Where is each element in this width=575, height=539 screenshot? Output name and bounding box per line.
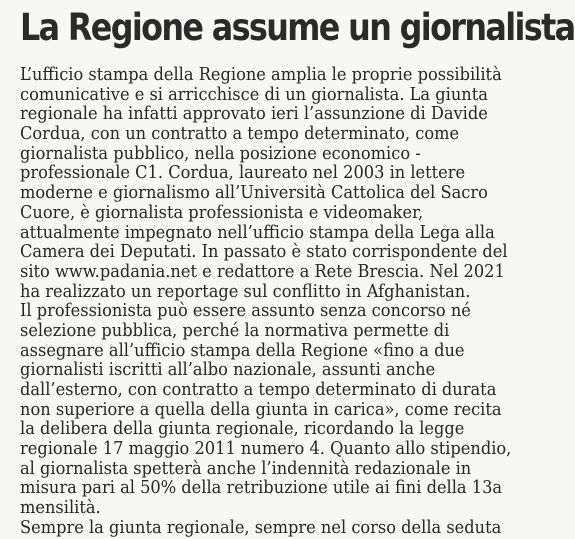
article-body [20, 66, 550, 539]
article-line: professionale C1. Cordua, laureato nel 2003 in lettere [20, 163, 466, 184]
article-line: non superiore a quella della giunta in carica», come recita [20, 399, 502, 420]
article-line: moderne e giornalismo all’Università Cattolica del Sacro [20, 183, 488, 204]
article-line: sito www.padania.net e redattore a Rete Brescia. Nel 2021 [20, 261, 505, 282]
article-line: Il professionista può essere assunto senza concorso né [20, 301, 471, 322]
article-line: assegnare all’ufficio stampa della Regione «fino a due [20, 340, 465, 361]
article-line: la delibera della giunta regionale, ricordando la legge [20, 419, 465, 440]
article-line: ha realizzato un reportage sul conflitto in Afghanistan. [20, 281, 471, 302]
article-line: Camera dei Deputati. In passato è stato corrispondente del [20, 242, 508, 263]
article-line: Cuore, è giornalista professionista e videomaker, [20, 202, 424, 223]
article-line: Cordua, con un contratto a tempo determinato, come [20, 124, 460, 145]
article-line: L’ufficio stampa della Regione amplia le proprie possibilità [20, 65, 502, 85]
article-line: giornalista pubblico, nella posizione economico - [20, 143, 421, 164]
article-line: misura pari al 50% della retribuzione utile ai fini della 13a [20, 478, 503, 499]
article-line: dall’esterno, con contratto a tempo determinato di durata [20, 380, 497, 400]
article-headline: La Regione assume un giornalista [20, 6, 575, 49]
article-line: giornalisti iscritti all’albo nazionale, assunti anche [20, 360, 436, 381]
article-line: regionale ha infatti approvato ieri l’assunzione di Davide [20, 104, 488, 125]
article-line: mensilità. [20, 498, 101, 519]
article-line: comunicative e si arricchisce di un giornalista. La giunta [20, 84, 488, 105]
article-line: regionale 17 maggio 2011 numero 4. Quanto allo stipendio, [20, 439, 512, 460]
article-line: attualmente impegnato nell’ufficio stampa della Lega alla [20, 222, 495, 243]
article-line: selezione pubblica, perché la normativa permette di [20, 320, 450, 341]
article-line: al giornalista spetterà anche l’indennità redazionale in [20, 458, 472, 479]
article-line: Sempre la giunta regionale, sempre nel corso della seduta [20, 517, 502, 538]
